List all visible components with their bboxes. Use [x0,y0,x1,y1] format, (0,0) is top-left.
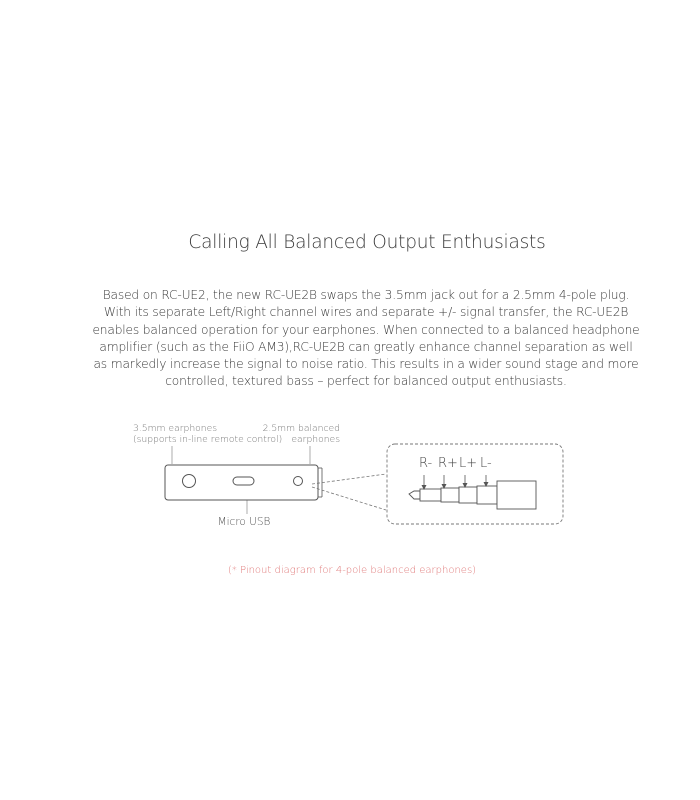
intro-line: as markedly increase the signal to noise ratio. This results in a wider sound stage and more [93,357,639,372]
pin-label-l-plus: L+ [459,456,478,471]
pinout-note: (* Pinout diagram for 4-pole balanced earphones) [227,565,477,576]
intro-line: With its separate Left/Right channel wires and separate +/- signal transfer, the RC-UE2B [103,305,629,320]
zoom-box [387,444,563,524]
label-3-5mm-line2: (supports in-line remote control) [133,434,283,445]
zoom-connector-top [312,474,386,484]
pin-label-r-minus: R- [419,456,433,471]
intro-line: amplifier (such as the FiiO AM3),RC-UE2B can greatly enhance channel separation as well [99,339,633,354]
intro-line: controlled, textured bass – perfect for balanced output enthusiasts. [165,374,567,389]
label-micro-usb: Micro USB [217,516,271,528]
intro-line: Based on RC-UE2, the new RC-UE2B swaps the 3.5mm jack out for a 2.5mm 4-pole plug. [102,288,630,302]
pin-label-l-minus: L- [480,456,492,471]
zoom-connector-bottom [312,487,386,510]
jack-2-5mm-icon [294,477,303,486]
intro-line: enables balanced operation for your earphones. When connected to a balanced headphone [92,322,640,337]
label-3-5mm-line1: 3.5mm earphones [133,423,218,434]
micro-usb-port-icon [233,477,254,485]
pin-label-r-plus: R+ [438,456,458,471]
jack-3-5mm-icon [183,475,196,488]
label-2-5mm-line1: 2.5mm balanced [262,423,340,434]
plug-2-5mm-4-pole-icon [409,475,536,509]
adapter-device-icon [165,465,322,500]
page-title: Calling All Balanced Output Enthusiasts [188,232,546,253]
label-2-5mm-line2: earphones [291,434,340,445]
